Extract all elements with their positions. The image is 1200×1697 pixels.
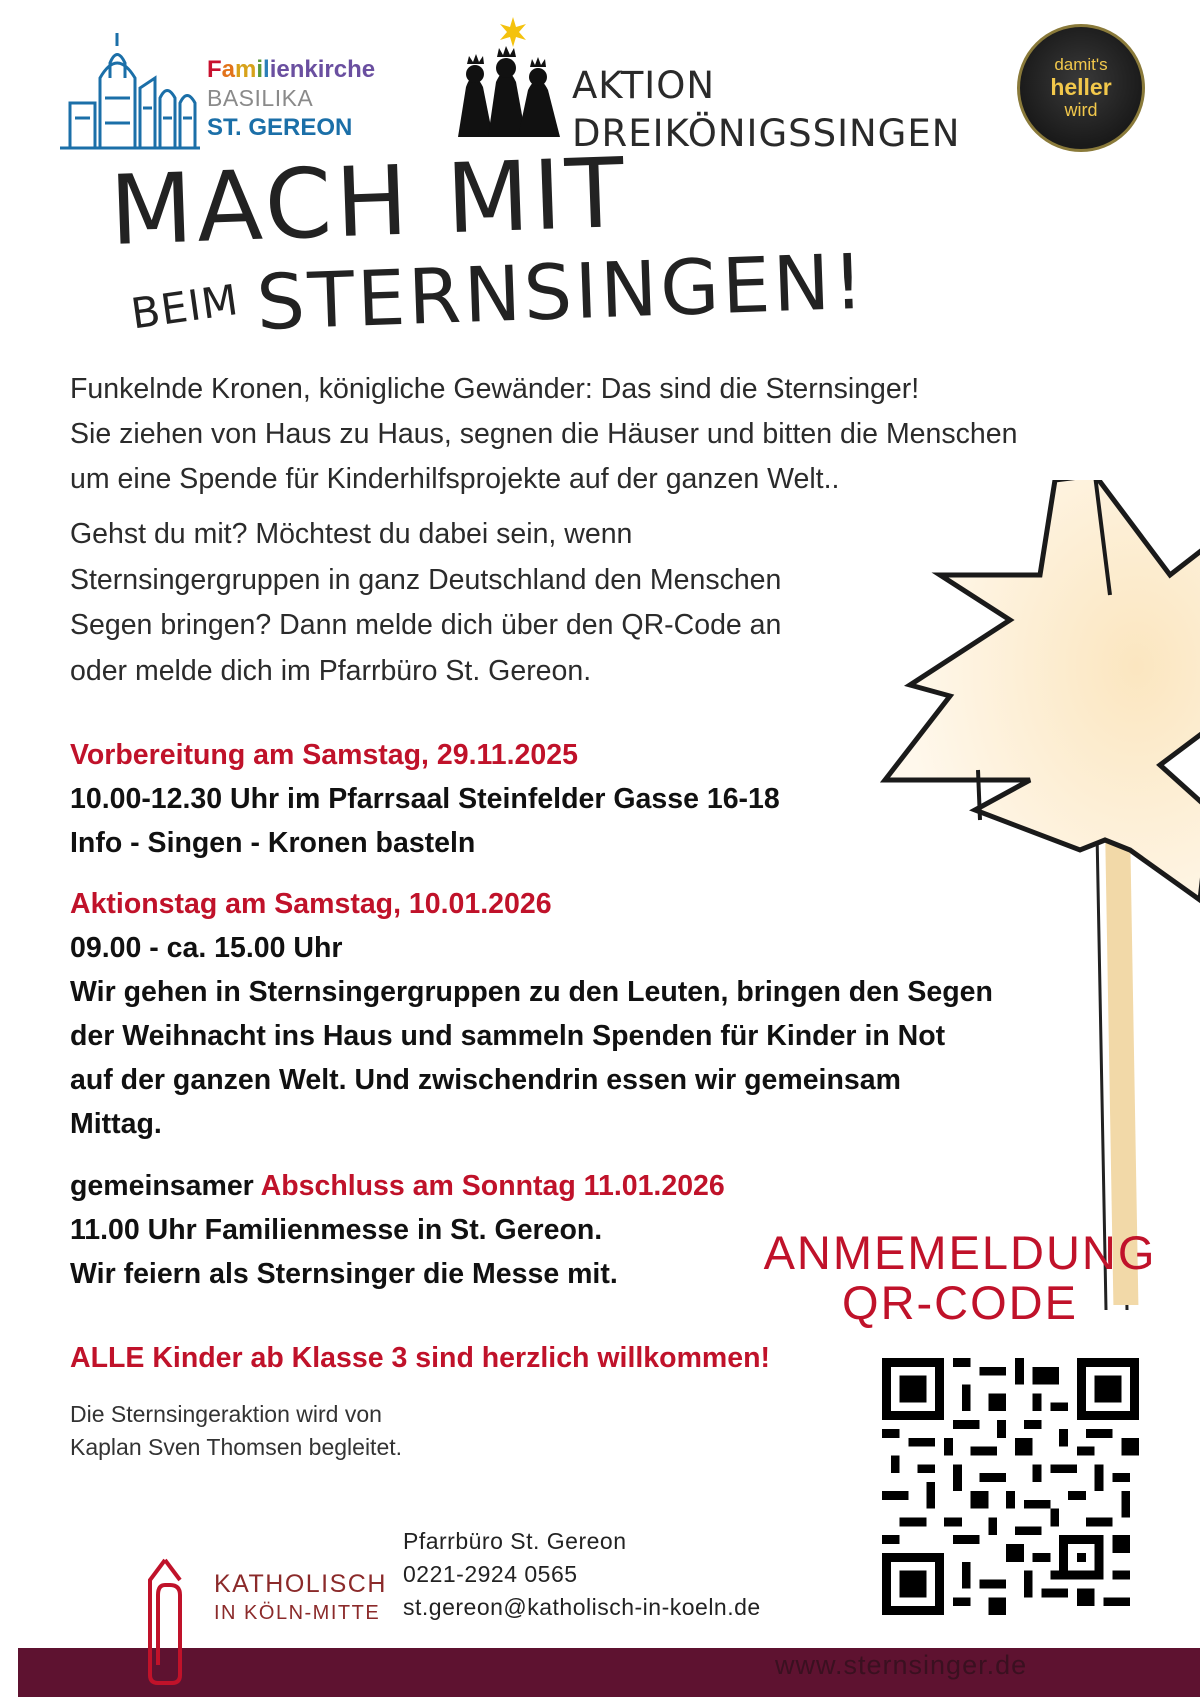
registration-qr-code[interactable]	[882, 1358, 1139, 1615]
welcome-message: ALLE Kinder ab Klasse 3 sind herzlich willkommen!	[70, 1342, 771, 1374]
intro-line: um eine Spende für Kinderhilfsprojekte auf der ganzen Welt..	[70, 463, 840, 495]
anmeldung-qr-heading	[730, 1228, 1190, 1328]
intro-line: Segen bringen? Dann melde dich über den QR-Code an	[70, 609, 782, 641]
familienkirche-wordmark: Familienkirche	[207, 56, 376, 83]
katholisch-paperclip-icon	[140, 1555, 190, 1685]
anmeldung-line1: ANMEMELDUNG	[763, 1226, 1157, 1279]
abschluss-prefix: gemeinsamer	[70, 1170, 261, 1202]
intro-line: Sie ziehen von Haus zu Haus, segnen die Häuser und bitten die Menschen	[70, 418, 1018, 450]
kaplan-line: Die Sternsingeraktion wird von	[70, 1401, 382, 1427]
aktionstag-description-line: Mittag.	[70, 1108, 162, 1140]
intro-line: Gehst du mit? Möchtest du dabei sein, wenn	[70, 518, 633, 550]
vorbereitung-time-place: 10.00-12.30 Uhr im Pfarrsaal Steinfelder Gasse 16-18	[70, 783, 780, 815]
basilika-label: BASILIKA	[207, 85, 314, 111]
badge-line3: wird	[1064, 100, 1098, 120]
katholisch-label: KATHOLISCH	[214, 1570, 387, 1598]
contact-email[interactable]: st.gereon@katholisch-in-koeln.de	[403, 1594, 761, 1620]
intro-paragraph-1	[70, 367, 1150, 502]
contact-office: Pfarrbüro St. Gereon	[403, 1528, 627, 1554]
abschluss-note: Wir feiern als Sternsinger die Messe mit.	[70, 1258, 618, 1290]
kaplan-line: Kaplan Sven Thomsen begleitet.	[70, 1434, 403, 1460]
koeln-mitte-label: IN KÖLN-MITTE	[214, 1602, 381, 1624]
aktionstag-description-line: auf der ganzen Welt. Und zwischendrin essen wir gemeinsam	[70, 1064, 901, 1096]
anmeldung-line2: QR-CODE	[842, 1276, 1078, 1329]
aktion-dreikoenigssingen-logo	[572, 62, 960, 158]
aktionstag-title: Aktionstag am Samstag, 10.01.2026	[70, 888, 552, 920]
katholisch-in-koeln-mitte-logo	[214, 1570, 387, 1628]
vorbereitung-title: Vorbereitung am Samstag, 29.11.2025	[70, 739, 578, 771]
intro-paragraph-2	[70, 512, 890, 694]
aktionstag-time: 09.00 - ca. 15.00 Uhr	[70, 932, 343, 964]
headline-sternsingen: STERNSINGEN!	[255, 236, 868, 347]
contact-phone[interactable]: 0221-2924 0565	[403, 1561, 578, 1587]
website-link[interactable]: www.sternsinger.de	[775, 1650, 1028, 1680]
section-aktionstag	[70, 882, 1060, 1146]
abschluss-title: Abschluss am Sonntag 11.01.2026	[260, 1170, 725, 1202]
damits-heller-wird-badge	[1017, 24, 1145, 152]
abschluss-title-row	[70, 1164, 970, 1208]
aktion-label: AKTION	[572, 64, 716, 107]
familienkirche-logo-text	[207, 55, 375, 142]
badge-line2: heller	[1050, 74, 1112, 100]
kaplan-note	[70, 1398, 402, 1464]
aktionstag-description-line: der Weihnacht ins Haus und sammeln Spenden für Kinder in Not	[70, 1020, 946, 1052]
intro-line: Funkelnde Kronen, königliche Gewänder: Das sind die Sternsinger!	[70, 373, 920, 405]
headline-mach-mit: MACH MIT	[108, 136, 630, 267]
st-gereon-label: ST. GEREON	[207, 114, 353, 141]
contact-block	[403, 1525, 761, 1624]
intro-line: oder melde dich im Pfarrbüro St. Gereon.	[70, 654, 592, 687]
headline-beim: BEIM	[128, 274, 242, 339]
vorbereitung-agenda: Info - Singen - Kronen basteln	[70, 827, 476, 859]
basilika-st-gereon-logo-icon	[55, 28, 205, 153]
aktionstag-description-line: Wir gehen in Sternsingergruppen zu den Leuten, bringen den Segen	[70, 976, 993, 1008]
intro-line: Sternsingergruppen in ganz Deutschland den Menschen	[70, 563, 782, 596]
dreikoenigssingen-label: DREIKÖNIGSSINGEN	[572, 112, 961, 155]
abschluss-mass-time: 11.00 Uhr Familienmesse in St. Gereon.	[70, 1214, 603, 1246]
section-vorbereitung	[70, 733, 970, 865]
badge-line1: damit's	[1054, 55, 1108, 74]
three-kings-icon	[448, 12, 568, 142]
